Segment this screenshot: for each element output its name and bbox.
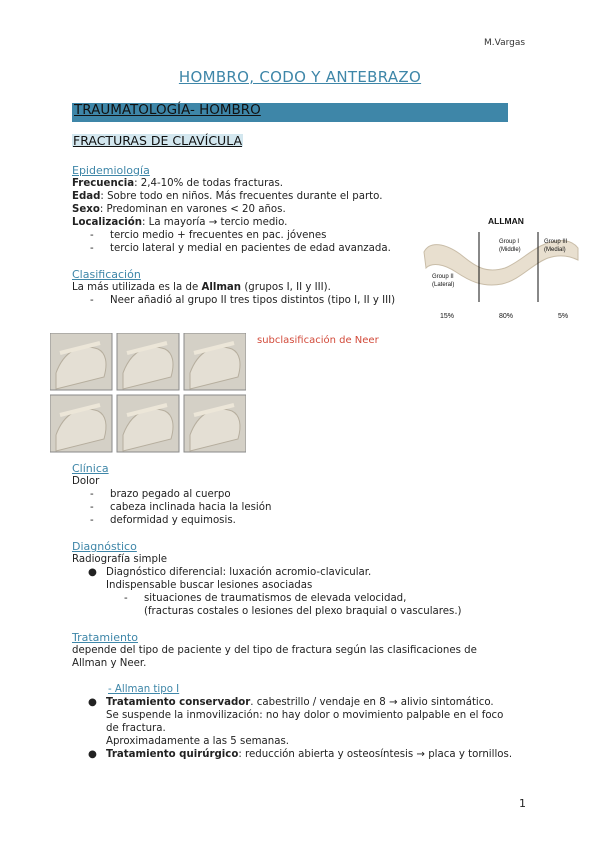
- clinica-item: - cabeza inclinada hacia la lesión: [90, 502, 272, 513]
- diagnostico-heading: Diagnóstico: [72, 540, 137, 553]
- author-name: M.Vargas: [484, 38, 526, 48]
- allman-group-sublabel: (Lateral): [432, 282, 455, 288]
- page-number: 1: [519, 797, 526, 810]
- clasificacion-block: [72, 268, 395, 307]
- neer-xray-panel: [117, 395, 179, 452]
- allman-group-percent: 80%: [499, 313, 514, 320]
- clinica-block: [72, 462, 271, 527]
- clinica-item: - deformidad y equimosis.: [90, 515, 236, 526]
- page-title: HOMBRO, CODO Y ANTEBRAZO: [178, 68, 422, 86]
- diagnostico-sub-item-cont: (fracturas costales o lesiones del plexo braquial o vasculares.): [144, 606, 462, 617]
- epi-line-frecuencia: Frecuencia: 2,4-10% de todas fracturas.: [72, 178, 284, 189]
- clasificacion-sub-item: - Neer añadió al grupo II tres tipos distintos (tipo I, II y III): [90, 295, 396, 306]
- allman-group-sublabel: (Medial): [544, 247, 566, 253]
- epi-sub-item: - tercio medio + frecuentes en pac. jóvenes: [90, 230, 327, 241]
- epi-line-localizacion: Localización: La mayoría → tercio medio.: [72, 217, 288, 228]
- tratamiento-heading: Tratamiento: [72, 631, 138, 644]
- clinica-intro: Dolor: [72, 476, 100, 487]
- neer-xray-panel: [184, 395, 246, 452]
- diagnostico-intro: Radiografía simple: [72, 554, 168, 565]
- epi-sub-item: - tercio lateral y medial en pacientes de edad avanzada.: [90, 243, 391, 254]
- epi-line-edad: Edad: Sobre todo en niños. Más frecuentes durante el parto.: [72, 191, 383, 202]
- neer-xray-panel: [50, 395, 112, 452]
- tratamiento-bullet-cont: Se suspende la inmovilización: no hay dolor o movimiento palpable en el foco: [106, 710, 504, 721]
- tratamiento-intro: Allman y Neer.: [72, 658, 147, 669]
- section-header: [72, 103, 508, 122]
- section-title: TRAUMATOLOGÍA- HOMBRO: [74, 102, 261, 118]
- neer-xray-panel: [184, 333, 246, 390]
- allman-group-sublabel: (Middle): [499, 247, 521, 253]
- allman-group-label: Group I: [499, 239, 520, 245]
- epidemiologia-heading: Epidemiología: [72, 164, 150, 177]
- epi-line-sexo: Sexo: Predominan en varones < 20 años.: [72, 204, 286, 215]
- clinica-item: - brazo pegado al cuerpo: [90, 489, 231, 500]
- allman-classification-figure: [420, 210, 580, 325]
- tratamiento-block: [72, 631, 512, 761]
- diagnostico-sub-item: - situaciones de traumatismos de elevada velocidad,: [124, 593, 407, 604]
- neer-xray-panel: [50, 333, 112, 390]
- neer-subclassification-image-grid: [50, 333, 246, 453]
- allman-tipo-heading: - Allman tipo I: [108, 684, 180, 695]
- diagnostico-bullet: ● Diagnóstico diferencial: luxación acromio-clavicular.: [88, 567, 372, 578]
- clinica-heading: Clínica: [72, 462, 109, 475]
- clasificacion-heading: Clasificación: [72, 268, 141, 281]
- subsection-title: FRACTURAS DE CLAVÍCULA: [73, 133, 242, 148]
- tratamiento-bullet: ● Tratamiento conservador. cabestrillo / vendaje en 8 → alivio sintomático.: [88, 697, 494, 708]
- clasificacion-line: La más utilizada es la de Allman (grupos I, II y III).: [72, 282, 331, 293]
- allman-group-percent: 5%: [558, 313, 569, 320]
- neer-xray-panel: [117, 333, 179, 390]
- allman-group-label: Group III: [544, 239, 568, 245]
- tratamiento-bullet: ● Tratamiento quirúrgico: reducción abierta y osteosíntesis → placa y tornillos.: [88, 749, 513, 760]
- allman-figure-title: ALLMAN: [488, 216, 524, 226]
- diagnostico-block: [72, 540, 462, 618]
- tratamiento-intro: depende del tipo de paciente y del tipo de fractura según las clasificaciones de: [72, 645, 477, 656]
- neer-caption: subclasificación de Neer: [257, 335, 379, 346]
- tratamiento-bullet-cont: Aproximadamente a las 5 semanas.: [106, 736, 290, 747]
- diagnostico-bullet-cont: Indispensable buscar lesiones asociadas: [106, 580, 313, 591]
- allman-group-label: Group II: [432, 274, 454, 280]
- epidemiologia-block: [72, 164, 391, 255]
- tratamiento-bullet-cont: de fractura.: [106, 723, 166, 734]
- allman-group-percent: 15%: [440, 313, 455, 320]
